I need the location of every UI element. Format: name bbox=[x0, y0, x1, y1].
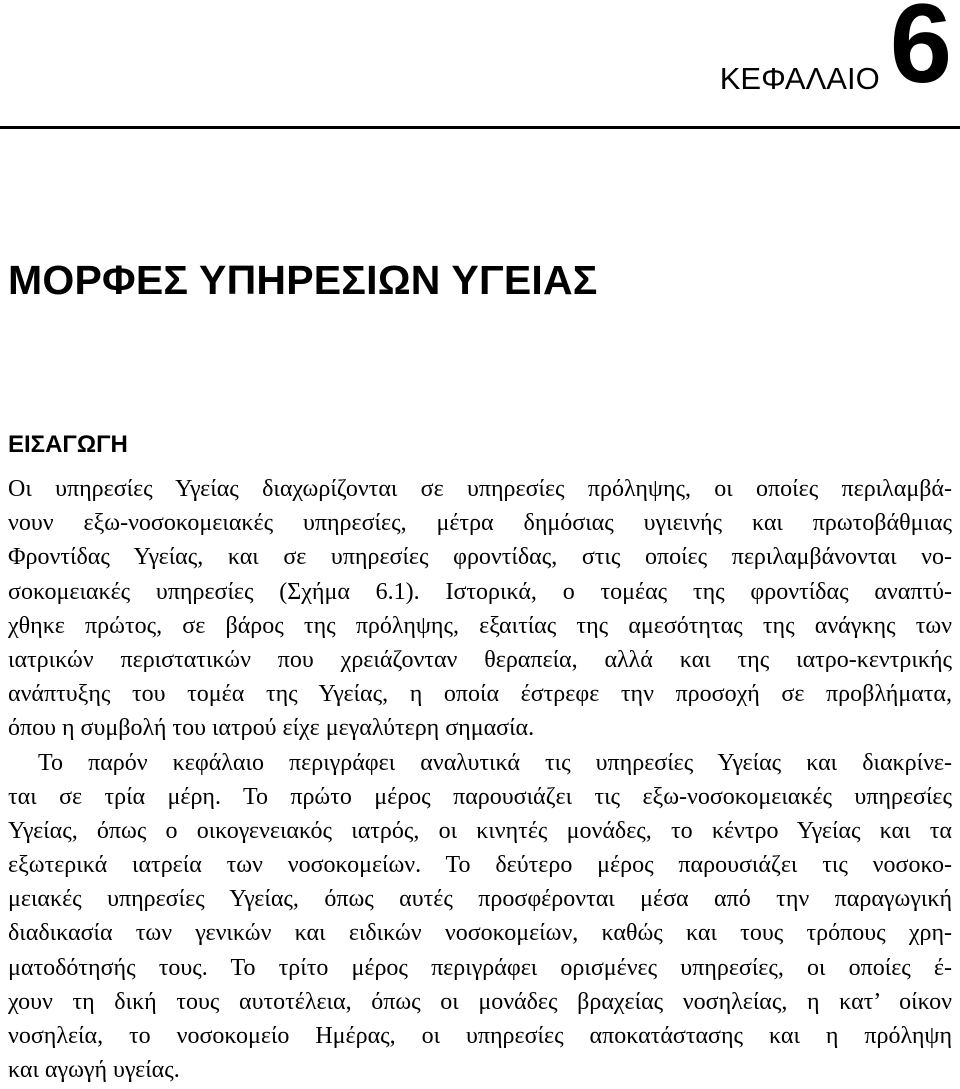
paragraph-2 bbox=[8, 746, 952, 1088]
text-line: νοσηλεία, το νοσοκομείο Ημέρας, οι υπηρεσίες αποκατάστασης και η πρόληψη bbox=[8, 1023, 952, 1049]
text-line: Φροντίδας Υγείας, και σε υπηρεσίες φροντίδας, στις οποίες περιλαμβάνονται νο- bbox=[8, 544, 952, 571]
text-line: ιατρικών περιστατικών που χρειάζονταν θεραπεία, αλλά και της ιατρο-κεντρικής bbox=[8, 646, 952, 673]
chapter-label: ΚΕΦΑΛΑΙΟ bbox=[719, 61, 880, 96]
text-line: όπου η συμβολή του ιατρού είχε μεγαλύτερη σημασία. bbox=[8, 715, 535, 742]
text-line: ανάπτυξης του τομέα της Υγείας, η οποία έστρεφε την προσοχή σε προβλήματα, bbox=[8, 681, 952, 708]
text-line: και αγωγή υγείας. bbox=[8, 1057, 180, 1084]
body-text bbox=[8, 472, 952, 1087]
section-heading: ΕΙΣΑΓΩΓΗ bbox=[8, 431, 128, 458]
text-line: χθηκε πρώτος, σε βάρος της πρόληψης, εξαιτίας της αμεσότητας της ανάγκης των bbox=[8, 612, 952, 639]
text-line: Το παρόν κεφάλαιο περιγράφει αναλυτικά τις υπηρεσίες Υγείας και διακρίνε- bbox=[38, 749, 952, 776]
paragraph-1 bbox=[8, 472, 952, 746]
text-line: Οι υπηρεσίες Υγείας διαχωρίζονται σε υπηρεσίες πρόληψης, οι οποίες περιλαμβά- bbox=[8, 476, 952, 502]
text-line: ται σε τρία μέρη. Το πρώτο μέρος παρουσιάζει τις εξω-νοσοκομειακές υπηρεσίες bbox=[8, 783, 952, 810]
chapter-number: 6 bbox=[889, 0, 952, 106]
text-line: διαδικασία των γενικών και ειδικών νοσοκομείων, καθώς και τους τρόπους χρη- bbox=[8, 920, 952, 947]
text-line: εξωτερικά ιατρεία των νοσοκομείων. Το δεύτερο μέρος παρουσιάζει τις νοσοκο- bbox=[8, 852, 952, 879]
header-rule bbox=[0, 126, 960, 129]
text-line: σοκομειακές υπηρεσίες (Σχήμα 6.1). Ιστορικά, ο τομέας της φροντίδας αναπτύ- bbox=[8, 578, 952, 605]
text-line: χουν τη δική τους αυτοτέλεια, όπως οι μονάδες βραχείας νοσηλείας, η κατ’ οίκον bbox=[8, 988, 952, 1015]
text-line: ματοδότησής τους. Το τρίτο μέρος περιγράφει ορισμένες υπηρεσίες, οι οποίες έ- bbox=[8, 954, 952, 981]
chapter-title: ΜΟΡΦΕΣ ΥΠΗΡΕΣΙΩΝ ΥΓΕΙΑΣ bbox=[8, 257, 598, 303]
text-line: Υγείας, όπως ο οικογενειακός ιατρός, οι κινητές μονάδες, το κέντρο Υγείας και τα bbox=[8, 817, 952, 844]
text-line: νουν εξω-νοσοκομειακές υπηρεσίες, μέτρα δημόσιας υγιεινής και πρωτοβάθμιας bbox=[8, 510, 952, 537]
text-line: μειακές υπηρεσίες Υγείας, όπως αυτές προσφέρονται μέσα από την παραγωγική bbox=[8, 886, 952, 913]
chapter-header bbox=[720, 0, 952, 104]
